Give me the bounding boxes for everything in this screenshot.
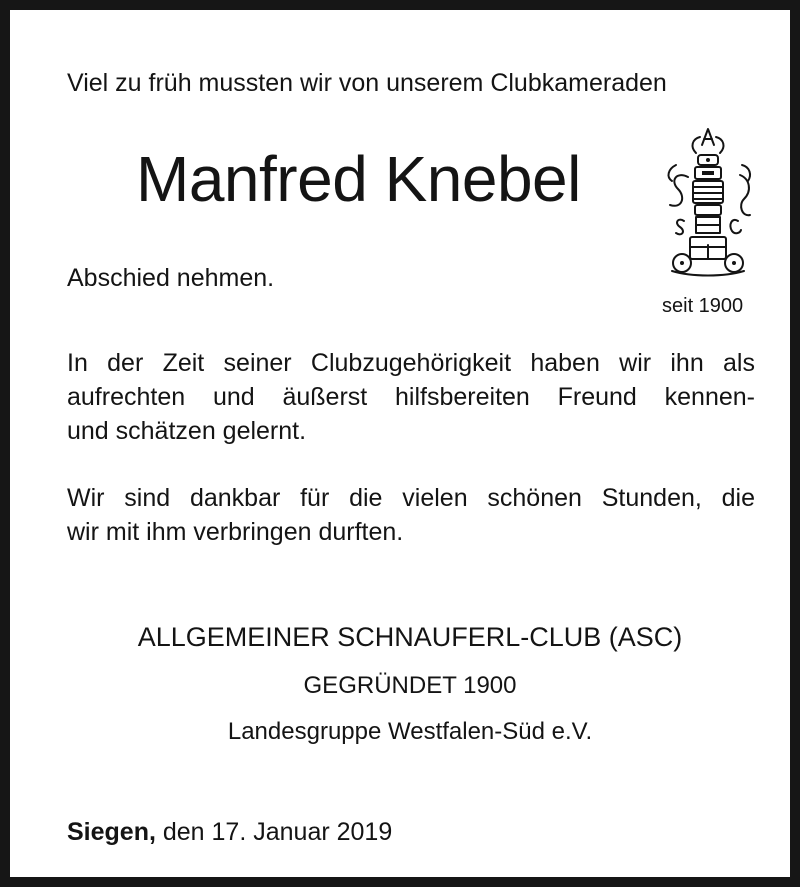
paragraph-line: aufrechten und äußerst hilfsbereiten Freund kennen- [67,383,755,411]
paragraph-gratitude [67,481,755,549]
intro-text: Viel zu früh mussten wir von unserem Clubkameraden [67,69,667,97]
place: Siegen, [67,818,156,846]
regional-group: Landesgruppe Westfalen-Süd e.V. [227,718,593,745]
deceased-name: Manfred Knebel [136,143,581,215]
paragraph-line: wir mit ihm verbringen durften. [67,518,404,546]
paragraph-membership [67,346,755,448]
farewell-text: Abschied nehmen. [67,264,275,292]
paragraph-line: und schätzen gelernt. [67,417,307,445]
date: den 17. Januar 2019 [162,818,393,846]
club-founded: GEGRÜNDET 1900 [303,672,517,699]
asc-club-emblem-icon [662,125,754,281]
logo-caption: seit 1900 [662,295,744,317]
paragraph-line: Wir sind dankbar für die vielen schönen Stunden, die [67,484,755,512]
club-name: ALLGEMEINER SCHNAUFERL-CLUB (ASC) [137,622,683,652]
paragraph-line: In der Zeit seiner Clubzugehörigkeit haben wir ihn als [67,349,755,377]
place-date-line [67,816,392,848]
